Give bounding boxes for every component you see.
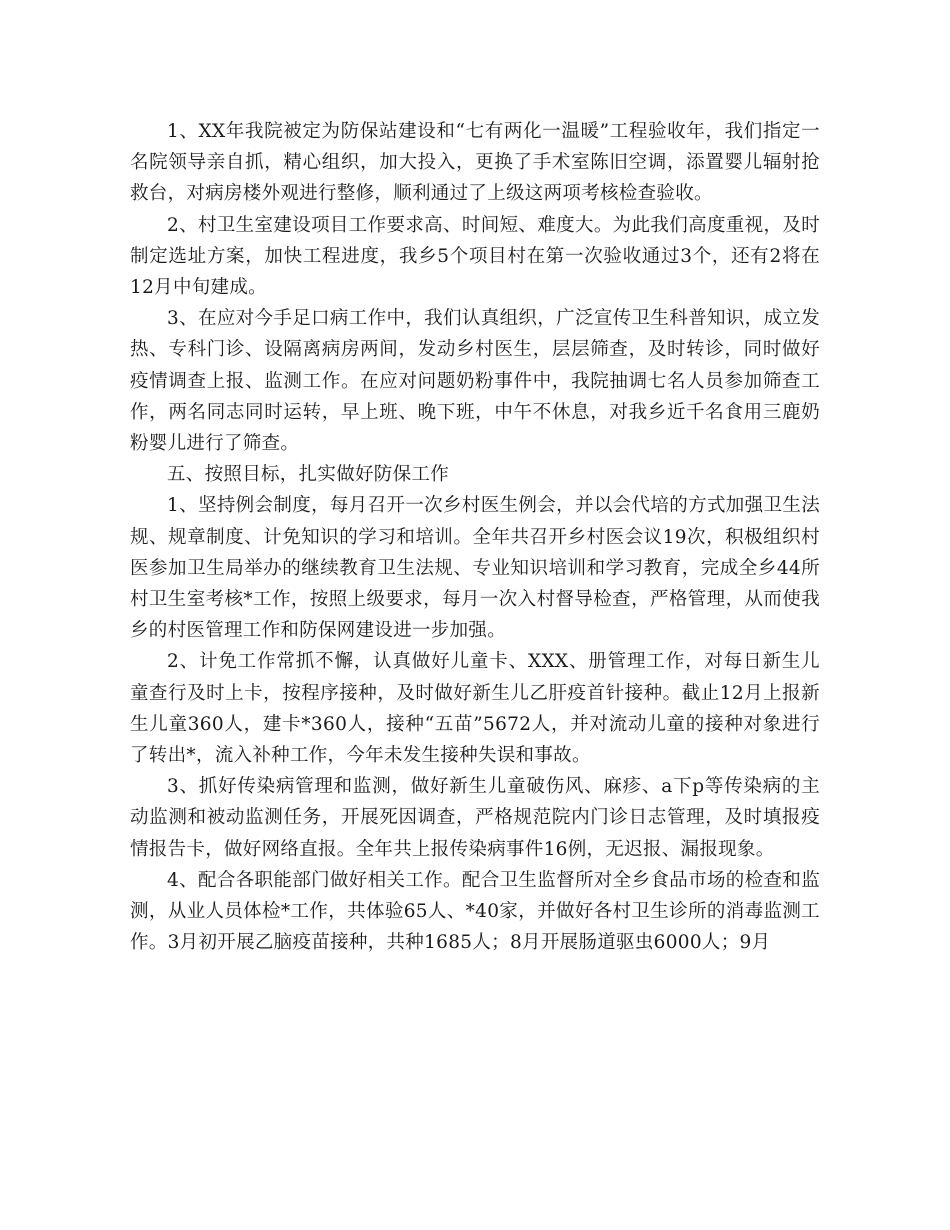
section-heading: 五、按照目标，扎实做好防保工作	[167, 464, 450, 486]
paragraph-5: 2、计免工作常抓不懈，认真做好儿童卡、XXX、册管理工作，对每日新生儿童查行及时上卡，按程序接种，及时做好新生儿乙肝疫首针接种。截止12月上报新生儿童360人，建卡*360人，接种“五苗”5672人，并对流动儿童的接种对象进行了转出*，流入补种工作，今年未发生接种失误和事故。	[130, 651, 820, 767]
paragraph-6: 3、抓好传染病管理和监测，做好新生儿童破伤风、麻疹、a下p等传染病的主动监测和被动监测任务，开展死因调查，严格规范院内门诊日志管理，及时填报疫情报告卡，做好网络直报。全年共上报传染病事件16例，无迟报、漏报现象。	[130, 776, 820, 860]
paragraph-2: 2、村卫生室建设项目工作要求高、时间短、难度大。为此我们高度重视，及时制定选址方案，加快工程进度，我乡5个项目村在第一次验收通过3个，还有2将在12月中旬建成。	[130, 214, 820, 299]
document-body	[130, 116, 820, 958]
paragraph-4: 1、坚持例会制度，每月召开一次乡村医生例会，并以会代培的方式加强卫生法规、规章制度、计免知识的学习和培训。全年共召开乡村医会议19次，积极组织村医参加卫生局举办的继续教育卫生法规、专业知识培训和学习教育，完成全乡44所村卫生室考核*工作，按照上级要求，每月一次入村督导检查，严格管理，从而使我乡的村医管理工作和防保网建设进一步加强。	[130, 495, 820, 642]
paragraph-1: 1、XX年我院被定为防保站建设和“七有两化一温暖”工程验收年，我们指定一名院领导亲自抓，精心组织，加大投入，更换了手术室陈旧空调，添置婴儿辐射抢救台，对病房楼外观进行整修，顺利通过了上级这两项考核检查验收。	[130, 121, 820, 205]
paragraph-3: 3、在应对今手足口病工作中，我们认真组织，广泛宣传卫生科普知识，成立发热、专科门诊、设隔离病房两间，发动乡村医生，层层筛查，及时转诊，同时做好疫情调查上报、监测工作。在应对问题奶粉事件中，我院抽调七名人员参加筛查工作，两名同志同时运转，早上班、晚下班，中午不休息，对我乡近千名食用三鹿奶粉婴儿进行了筛查。	[130, 308, 820, 455]
paragraph-7: 4、配合各职能部门做好相关工作。配合卫生监督所对全乡食品市场的检查和监测，从业人员体检*工作，共体验65人、*40家，并做好各村卫生诊所的消毒监测工作。3月初开展乙脑疫苗接种，共种1685人；8月开展肠道驱虫6000人；9月	[130, 869, 820, 954]
